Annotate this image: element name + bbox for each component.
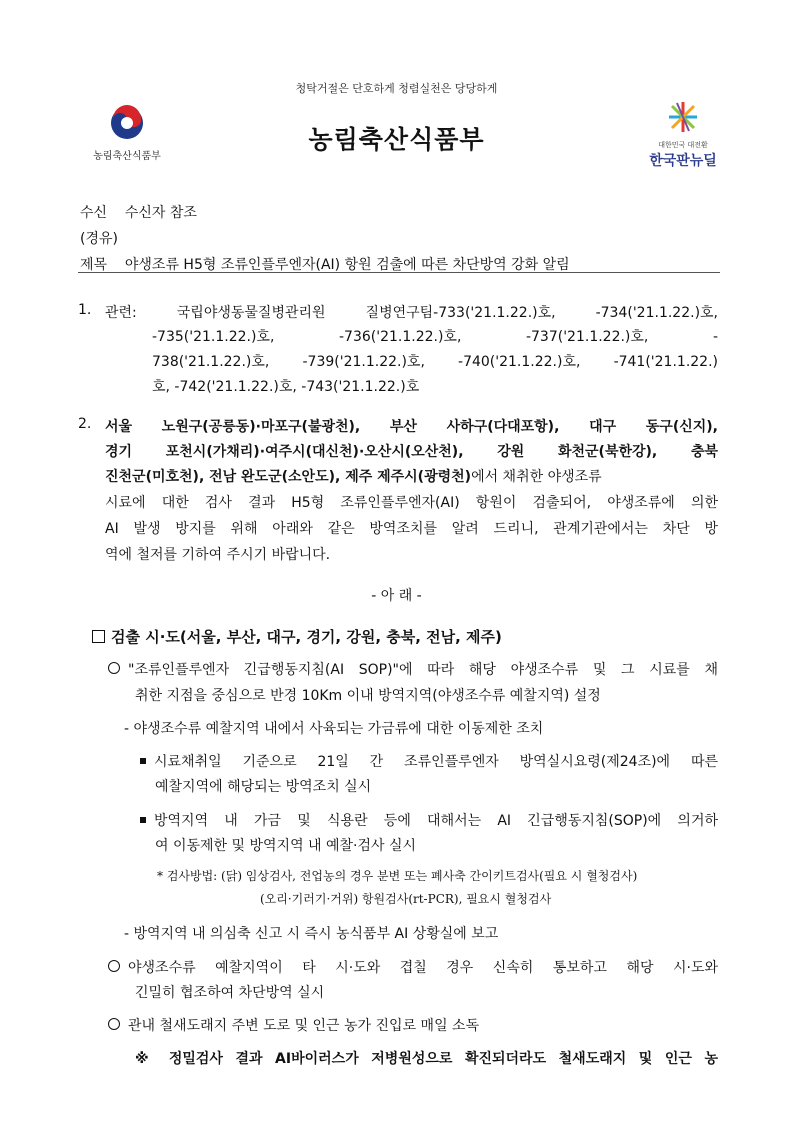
inspection-note: * 검사방법: (닭) 임상검사, 전업농의 경우 분변 또는 폐사축 간이키트검사(필요 시 혈청검사) [157,869,638,883]
square-item-text: 방역지역 내 가금 및 식용란 등에 대해서는 AI 긴급행동지침(SOP)에 의거하 [154,813,718,829]
dash-item: - 야생조수류 예찰지역 내에서 사육되는 가금류에 대한 이동제한 조치 [124,721,544,737]
item2-number: 2. [78,416,92,432]
circle-item-cont: 긴밀히 협조하여 차단방역 실시 [135,985,325,1001]
square-bullet-icon [140,817,146,823]
item2-line [105,466,602,486]
item1-line: -735('21.1.22.)호, -736('21.1.22.)호, -737('21.1.22.)호, - [152,329,718,345]
circle-item-cont: 취한 지점을 중심으로 반경 10Km 이내 방역지역(야생조수류 예찰지역) 설정 [135,688,601,704]
item1-number: 1. [78,302,92,318]
recipient-row [80,202,197,222]
recipient-value: 수신자 참조 [124,205,197,221]
subject-row [80,254,570,274]
item2-line: 시료에 대한 검사 결과 H5형 조류인플루엔자(AI) 항원이 검출되어, 야생조류에 의한 [105,495,718,511]
new-deal-title: 한국판뉴딜 [649,153,717,169]
circle-item-text: "조류인플루엔자 긴급행동지침(AI SOP)"에 따라 해당 야생조수류 및 그 시료를 채 [128,662,718,678]
via-label: (경유) [80,231,118,247]
section-title-text: 검출 시·도(서울, 부산, 대구, 경기, 강원, 충북, 전남, 제주) [111,628,502,646]
recipient-label: 수신 [80,205,108,221]
org-title: 농림축산식품부 [308,125,485,154]
square-item-cont: 여 이동제한 및 방역지역 내 예찰·검사 실시 [155,838,417,854]
circle-item [108,957,718,977]
item1-line: 호, -742('21.1.22.)호, -743('21.1.22.)호 [152,379,420,395]
circle-bullet-icon [108,662,120,674]
dash-item: - 방역지역 내 의심축 신고 시 즉시 농식품부 AI 상황실에 보고 [124,926,499,942]
subject-value: 야생조류 H5형 조류인플루엔자(AI) 항원 검출에 따른 차단방역 강화 알림 [124,257,570,273]
circle-bullet-icon [108,1018,120,1030]
square-item [140,810,718,830]
item2-line: 서울 노원구(공릉동)·마포구(불광천), 부산 사하구(다대포항), 대구 동구(신지), [105,419,718,435]
checkbox-square-icon [92,630,105,643]
subject-label: 제목 [80,257,108,273]
square-item-text: 시료채취일 기준으로 21일 간 조류인플루엔자 방역실시요령(제24조)에 따른 [154,754,718,770]
square-item-cont: 예찰지역에 해당되는 방역조치 실시 [155,779,372,795]
circle-item-text: 관내 철새도래지 주변 도로 및 인근 농가 진입로 매일 소독 [128,1018,480,1034]
square-bullet-icon [140,758,146,764]
korean-new-deal-logo [638,100,728,170]
ministry-logo-text: 농림축산식품부 [93,151,161,162]
header-divider [78,272,720,273]
square-item [140,751,718,771]
circle-item [108,1015,479,1035]
circle-bullet-icon [108,960,120,972]
below-label: - 아 래 - [371,588,422,604]
inspection-note-cont: (오리·기러기·거위) 항원검사(rt-PCR), 필요시 혈청검사 [260,892,552,906]
item2-line: AI 발생 방지를 위해 아래와 같은 방역조치를 알려 드리니, 관계기관에서는 차단 방 [105,521,718,537]
circle-item [108,659,718,679]
new-deal-subtitle: 대한민국 대전환 [658,141,708,149]
item1-line: 관련: 국립야생동물질병관리원 질병연구팀-733('21.1.22.)호, -734('21.1.22.)호, [105,305,718,321]
item2-line-rest: 에서 채취한 야생조류 [471,469,602,485]
final-note: ※ 정밀검사 결과 AI바이러스가 저병원성으로 확진되더라도 철새도래지 및 인근 농 [135,1051,718,1067]
item2-bold-regions: 진천군(미호천), 전남 완도군(소안도), 제주 제주시(광령천) [105,469,472,485]
item1-line: 738('21.1.22.)호, -739('21.1.22.)호, -740('21.1.22.)호, -741('21.1.22.) [152,354,718,370]
section-title [92,626,502,647]
item2-line: 역에 철저를 기하여 주시기 바랍니다. [105,547,331,563]
motto: 청탁거절은 단호하게 청렴실천은 당당하게 [295,82,498,95]
item2-line: 경기 포천시(가채리)·여주시(대신천)·오산시(오산천), 강원 화천군(북한강), 충북 [105,444,718,460]
circle-item-text: 야생조수류 예찰지역이 타 시·도와 겹칠 경우 신속히 통보하고 해당 시·도와 [128,960,718,976]
new-deal-burst-icon [663,100,703,134]
